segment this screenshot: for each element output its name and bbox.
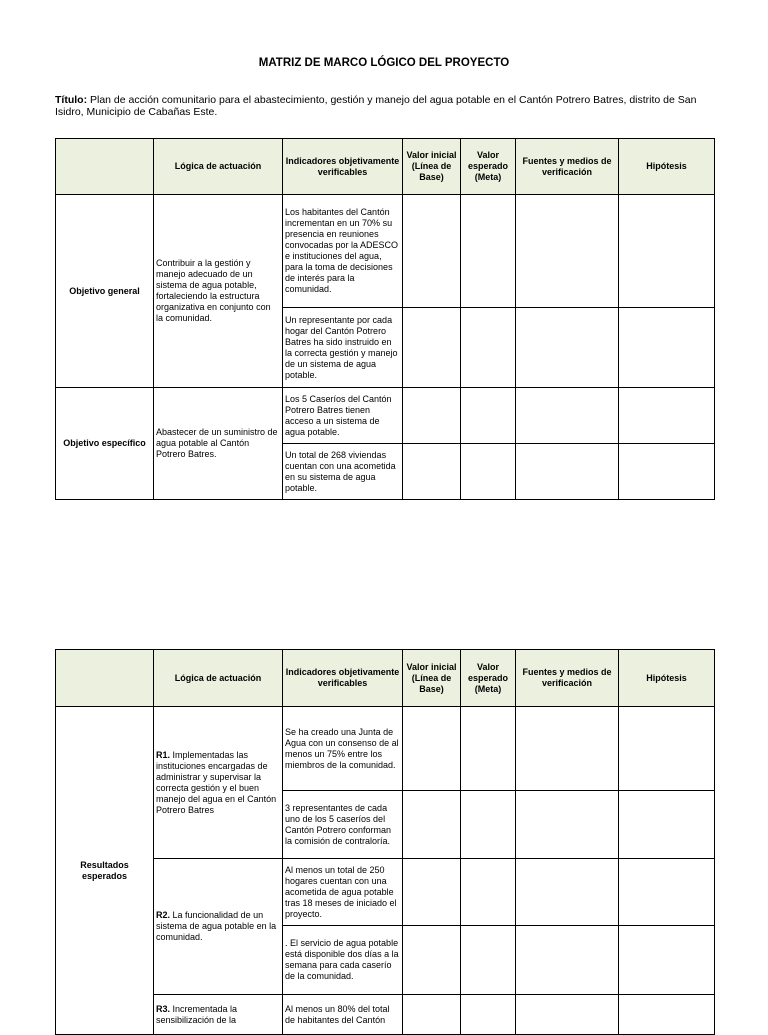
initial-value-cell bbox=[403, 195, 461, 308]
header-hypothesis: Hipótesis bbox=[619, 650, 715, 707]
result-r3-logic bbox=[154, 995, 283, 1035]
result-r2-logic bbox=[154, 859, 283, 995]
sources-cell bbox=[516, 308, 619, 388]
hypothesis-cell bbox=[619, 859, 715, 926]
subtitle-label: Título: bbox=[55, 94, 88, 106]
table-header-row bbox=[56, 139, 715, 195]
header-expected-value: Valor esperado (Meta) bbox=[461, 650, 516, 707]
sources-cell bbox=[516, 995, 619, 1035]
initial-value-cell bbox=[403, 859, 461, 926]
expected-value-cell bbox=[461, 791, 516, 859]
initial-value-cell bbox=[403, 388, 461, 444]
header-empty-cell bbox=[56, 650, 154, 707]
sources-cell bbox=[516, 791, 619, 859]
indicator-cell: 3 representantes de cada uno de los 5 caseríos del Cantón Potrero conforman la comisión de contraloría. bbox=[283, 791, 403, 859]
initial-value-cell bbox=[403, 707, 461, 791]
indicator-cell: . El servicio de agua potable está disponible dos días a la semana para cada caserío de la comunidad. bbox=[283, 926, 403, 995]
indicator-cell: Se ha creado una Junta de Agua con un consenso de al menos un 75% entre los miembros de la comunidad. bbox=[283, 707, 403, 791]
table-header-row bbox=[56, 650, 715, 707]
logframe-table-results bbox=[55, 649, 715, 1035]
expected-value-cell bbox=[461, 926, 516, 995]
table-row bbox=[56, 859, 715, 926]
expected-value-cell bbox=[461, 388, 516, 444]
specific-objective-logic: Abastecer de un suministro de agua potable al Cantón Potrero Batres. bbox=[154, 388, 283, 500]
hypothesis-cell bbox=[619, 926, 715, 995]
hypothesis-cell bbox=[619, 444, 715, 500]
indicator-cell: Al menos un 80% del total de habitantes del Cantón bbox=[283, 995, 403, 1035]
expected-value-cell bbox=[461, 444, 516, 500]
table-row bbox=[56, 707, 715, 791]
expected-value-cell bbox=[461, 707, 516, 791]
header-initial-value: Valor inicial (Línea de Base) bbox=[403, 139, 461, 195]
initial-value-cell bbox=[403, 308, 461, 388]
result-r2-label: R2. bbox=[156, 910, 171, 920]
result-r1-text: Implementadas las instituciones encargadas de administrar y supervisar la correcta gestión y el buen manejo del agua en el Cantón Potrero Batres bbox=[156, 749, 277, 815]
hypothesis-cell bbox=[619, 308, 715, 388]
document-subtitle bbox=[55, 94, 720, 118]
initial-value-cell bbox=[403, 995, 461, 1035]
header-indicators: Indicadores objetivamente verificables bbox=[283, 139, 403, 195]
sources-cell bbox=[516, 388, 619, 444]
expected-value-cell bbox=[461, 195, 516, 308]
hypothesis-cell bbox=[619, 195, 715, 308]
sources-cell bbox=[516, 444, 619, 500]
hypothesis-cell bbox=[619, 707, 715, 791]
hypothesis-cell bbox=[619, 791, 715, 859]
header-expected-value: Valor esperado (Meta) bbox=[461, 139, 516, 195]
result-r1-label: R1. bbox=[156, 749, 171, 760]
header-logic: Lógica de actuación bbox=[154, 139, 283, 195]
expected-value-cell bbox=[461, 995, 516, 1035]
row-label-expected-results: Resultados esperados bbox=[56, 707, 154, 1035]
row-label-general-objective: Objetivo general bbox=[56, 195, 154, 388]
sources-cell bbox=[516, 926, 619, 995]
row-label-specific-objective: Objetivo específico bbox=[56, 388, 154, 500]
general-objective-logic: Contribuir a la gestión y manejo adecuado de un sistema de agua potable, fortaleciendo la estructura organizativa en conjunto con la comunidad. bbox=[154, 195, 283, 388]
logframe-table-objectives bbox=[55, 138, 715, 500]
subtitle-text: Plan de acción comunitario para el abastecimiento, gestión y manejo del agua potable en el Cantón Potrero Batres, distrito de San Isidro, Municipio de Cabañas Este. bbox=[55, 94, 697, 118]
indicator-cell: Un representante por cada hogar del Cantón Potrero Batres ha sido instruido en la correcta gestión y manejo de un sistema de agua potable. bbox=[283, 308, 403, 388]
hypothesis-cell bbox=[619, 388, 715, 444]
indicator-cell: Los habitantes del Cantón incrementan en un 70% su presencia en reuniones convocadas por la ADESCO e instituciones del agua, para la toma de decisiones de interés para la comunidad. bbox=[283, 195, 403, 308]
expected-value-cell bbox=[461, 308, 516, 388]
header-sources: Fuentes y medios de verificación bbox=[516, 139, 619, 195]
document-title: MATRIZ DE MARCO LÓGICO DEL PROYECTO bbox=[258, 57, 510, 69]
table-row bbox=[56, 995, 715, 1035]
sources-cell bbox=[516, 707, 619, 791]
initial-value-cell bbox=[403, 926, 461, 995]
result-r3-text: Incrementada la sensibilización de la bbox=[156, 1003, 238, 1025]
hypothesis-cell bbox=[619, 995, 715, 1035]
initial-value-cell bbox=[403, 444, 461, 500]
indicator-cell: Al menos un total de 250 hogares cuentan con una acometida de agua potable tras 18 meses de iniciado el proyecto. bbox=[283, 859, 403, 926]
result-r1-logic bbox=[154, 707, 283, 859]
header-hypothesis: Hipótesis bbox=[619, 139, 715, 195]
expected-value-cell bbox=[461, 859, 516, 926]
table-row bbox=[56, 388, 715, 444]
initial-value-cell bbox=[403, 791, 461, 859]
header-logic: Lógica de actuación bbox=[154, 650, 283, 707]
header-empty-cell bbox=[56, 139, 154, 195]
indicator-cell: Un total de 268 viviendas cuentan con una acometida en su sistema de agua potable. bbox=[283, 444, 403, 500]
header-indicators: Indicadores objetivamente verificables bbox=[283, 650, 403, 707]
sources-cell bbox=[516, 195, 619, 308]
result-r2-text: La funcionalidad de un sistema de agua potable en la comunidad. bbox=[156, 910, 277, 942]
header-sources: Fuentes y medios de verificación bbox=[516, 650, 619, 707]
table-row bbox=[56, 195, 715, 308]
header-initial-value: Valor inicial (Línea de Base) bbox=[403, 650, 461, 707]
result-r3-label: R3. bbox=[156, 1003, 171, 1014]
indicator-cell: Los 5 Caseríos del Cantón Potrero Batres tienen acceso a un sistema de agua potable. bbox=[283, 388, 403, 444]
sources-cell bbox=[516, 859, 619, 926]
